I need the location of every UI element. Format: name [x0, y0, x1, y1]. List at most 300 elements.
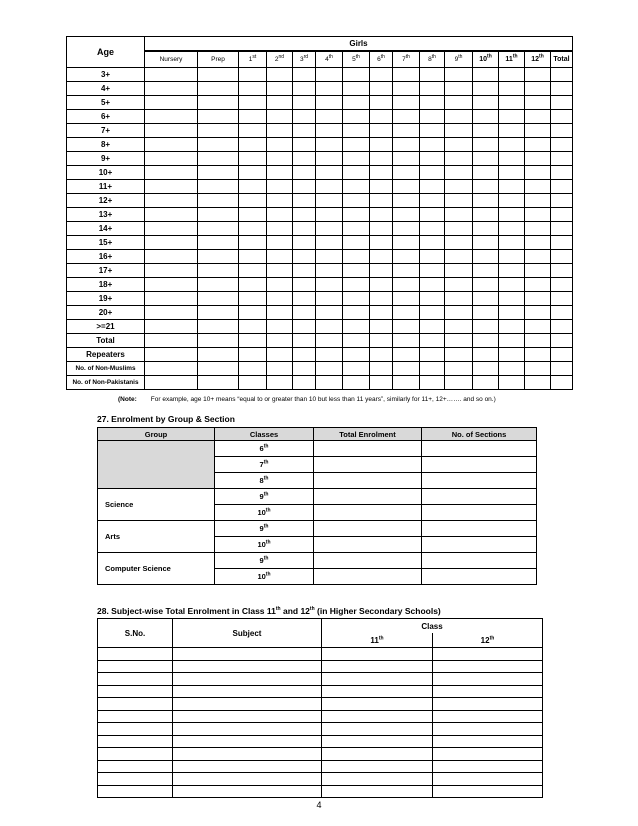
entry-cell[interactable]: [343, 82, 370, 96]
entry-cell[interactable]: [198, 194, 239, 208]
entry-cell[interactable]: [316, 362, 343, 376]
entry-cell[interactable]: [551, 236, 573, 250]
entry-cell[interactable]: [473, 68, 499, 82]
entry-cell[interactable]: [473, 376, 499, 390]
entry-cell[interactable]: [322, 748, 433, 761]
entry-cell[interactable]: [98, 710, 173, 723]
entry-cell[interactable]: [173, 723, 322, 736]
entry-cell[interactable]: [420, 362, 445, 376]
entry-cell[interactable]: [198, 208, 239, 222]
entry-cell[interactable]: [198, 166, 239, 180]
entry-cell[interactable]: [316, 250, 343, 264]
entry-cell[interactable]: [433, 748, 543, 761]
entry-cell[interactable]: [445, 96, 473, 110]
total-enrolment-cell[interactable]: [314, 569, 422, 585]
entry-cell[interactable]: [525, 320, 551, 334]
entry-cell[interactable]: [293, 96, 316, 110]
entry-cell[interactable]: [499, 152, 525, 166]
entry-cell[interactable]: [551, 320, 573, 334]
entry-cell[interactable]: [343, 152, 370, 166]
entry-cell[interactable]: [343, 320, 370, 334]
entry-cell[interactable]: [239, 306, 267, 320]
entry-cell[interactable]: [316, 194, 343, 208]
entry-cell[interactable]: [551, 194, 573, 208]
entry-cell[interactable]: [316, 68, 343, 82]
entry-cell[interactable]: [343, 306, 370, 320]
entry-cell[interactable]: [433, 710, 543, 723]
entry-cell[interactable]: [343, 264, 370, 278]
entry-cell[interactable]: [551, 82, 573, 96]
entry-cell[interactable]: [316, 166, 343, 180]
entry-cell[interactable]: [499, 222, 525, 236]
entry-cell[interactable]: [343, 124, 370, 138]
entry-cell[interactable]: [445, 376, 473, 390]
entry-cell[interactable]: [525, 124, 551, 138]
entry-cell[interactable]: [445, 166, 473, 180]
entry-cell[interactable]: [145, 236, 198, 250]
entry-cell[interactable]: [293, 362, 316, 376]
entry-cell[interactable]: [239, 278, 267, 292]
entry-cell[interactable]: [198, 306, 239, 320]
entry-cell[interactable]: [343, 208, 370, 222]
entry-cell[interactable]: [198, 124, 239, 138]
entry-cell[interactable]: [343, 96, 370, 110]
entry-cell[interactable]: [551, 208, 573, 222]
entry-cell[interactable]: [551, 334, 573, 348]
entry-cell[interactable]: [343, 166, 370, 180]
entry-cell[interactable]: [198, 180, 239, 194]
entry-cell[interactable]: [370, 208, 393, 222]
entry-cell[interactable]: [98, 723, 173, 736]
entry-cell[interactable]: [239, 320, 267, 334]
entry-cell[interactable]: [267, 376, 293, 390]
entry-cell[interactable]: [551, 124, 573, 138]
entry-cell[interactable]: [173, 748, 322, 761]
entry-cell[interactable]: [393, 222, 420, 236]
entry-cell[interactable]: [267, 334, 293, 348]
entry-cell[interactable]: [145, 124, 198, 138]
entry-cell[interactable]: [499, 278, 525, 292]
entry-cell[interactable]: [343, 68, 370, 82]
entry-cell[interactable]: [267, 152, 293, 166]
entry-cell[interactable]: [98, 760, 173, 773]
entry-cell[interactable]: [525, 194, 551, 208]
entry-cell[interactable]: [525, 292, 551, 306]
total-enrolment-cell[interactable]: [314, 505, 422, 521]
entry-cell[interactable]: [145, 68, 198, 82]
entry-cell[interactable]: [145, 348, 198, 362]
entry-cell[interactable]: [173, 710, 322, 723]
entry-cell[interactable]: [445, 124, 473, 138]
entry-cell[interactable]: [525, 348, 551, 362]
entry-cell[interactable]: [145, 320, 198, 334]
entry-cell[interactable]: [267, 110, 293, 124]
entry-cell[interactable]: [145, 82, 198, 96]
entry-cell[interactable]: [322, 685, 433, 698]
entry-cell[interactable]: [316, 278, 343, 292]
entry-cell[interactable]: [173, 673, 322, 686]
entry-cell[interactable]: [370, 264, 393, 278]
entry-cell[interactable]: [239, 264, 267, 278]
entry-cell[interactable]: [198, 222, 239, 236]
entry-cell[interactable]: [267, 124, 293, 138]
entry-cell[interactable]: [370, 82, 393, 96]
entry-cell[interactable]: [198, 110, 239, 124]
entry-cell[interactable]: [393, 306, 420, 320]
entry-cell[interactable]: [267, 166, 293, 180]
entry-cell[interactable]: [433, 648, 543, 661]
entry-cell[interactable]: [173, 648, 322, 661]
entry-cell[interactable]: [420, 292, 445, 306]
entry-cell[interactable]: [393, 152, 420, 166]
entry-cell[interactable]: [98, 660, 173, 673]
entry-cell[interactable]: [420, 82, 445, 96]
total-enrolment-cell[interactable]: [314, 537, 422, 553]
sections-cell[interactable]: [422, 505, 537, 521]
entry-cell[interactable]: [445, 152, 473, 166]
entry-cell[interactable]: [198, 236, 239, 250]
entry-cell[interactable]: [393, 110, 420, 124]
entry-cell[interactable]: [445, 292, 473, 306]
entry-cell[interactable]: [420, 208, 445, 222]
entry-cell[interactable]: [98, 785, 173, 798]
entry-cell[interactable]: [267, 68, 293, 82]
entry-cell[interactable]: [499, 264, 525, 278]
entry-cell[interactable]: [499, 96, 525, 110]
entry-cell[interactable]: [98, 735, 173, 748]
entry-cell[interactable]: [343, 334, 370, 348]
entry-cell[interactable]: [499, 180, 525, 194]
entry-cell[interactable]: [173, 760, 322, 773]
entry-cell[interactable]: [293, 166, 316, 180]
entry-cell[interactable]: [198, 334, 239, 348]
entry-cell[interactable]: [343, 348, 370, 362]
entry-cell[interactable]: [433, 673, 543, 686]
entry-cell[interactable]: [393, 264, 420, 278]
entry-cell[interactable]: [420, 376, 445, 390]
entry-cell[interactable]: [525, 166, 551, 180]
entry-cell[interactable]: [198, 96, 239, 110]
entry-cell[interactable]: [316, 152, 343, 166]
entry-cell[interactable]: [293, 124, 316, 138]
entry-cell[interactable]: [370, 166, 393, 180]
entry-cell[interactable]: [239, 96, 267, 110]
entry-cell[interactable]: [293, 292, 316, 306]
entry-cell[interactable]: [239, 208, 267, 222]
entry-cell[interactable]: [473, 166, 499, 180]
entry-cell[interactable]: [316, 138, 343, 152]
entry-cell[interactable]: [370, 180, 393, 194]
entry-cell[interactable]: [499, 376, 525, 390]
entry-cell[interactable]: [198, 152, 239, 166]
entry-cell[interactable]: [420, 236, 445, 250]
entry-cell[interactable]: [433, 660, 543, 673]
entry-cell[interactable]: [393, 180, 420, 194]
entry-cell[interactable]: [420, 264, 445, 278]
entry-cell[interactable]: [370, 138, 393, 152]
entry-cell[interactable]: [239, 82, 267, 96]
entry-cell[interactable]: [473, 306, 499, 320]
entry-cell[interactable]: [393, 166, 420, 180]
entry-cell[interactable]: [525, 278, 551, 292]
entry-cell[interactable]: [445, 348, 473, 362]
entry-cell[interactable]: [499, 124, 525, 138]
entry-cell[interactable]: [239, 334, 267, 348]
entry-cell[interactable]: [316, 306, 343, 320]
entry-cell[interactable]: [499, 250, 525, 264]
sections-cell[interactable]: [422, 457, 537, 473]
entry-cell[interactable]: [239, 110, 267, 124]
entry-cell[interactable]: [343, 138, 370, 152]
entry-cell[interactable]: [239, 152, 267, 166]
entry-cell[interactable]: [445, 306, 473, 320]
entry-cell[interactable]: [433, 698, 543, 711]
entry-cell[interactable]: [370, 376, 393, 390]
entry-cell[interactable]: [343, 376, 370, 390]
entry-cell[interactable]: [525, 250, 551, 264]
entry-cell[interactable]: [267, 96, 293, 110]
entry-cell[interactable]: [393, 68, 420, 82]
entry-cell[interactable]: [198, 250, 239, 264]
entry-cell[interactable]: [239, 138, 267, 152]
entry-cell[interactable]: [499, 68, 525, 82]
entry-cell[interactable]: [420, 348, 445, 362]
entry-cell[interactable]: [525, 152, 551, 166]
entry-cell[interactable]: [420, 180, 445, 194]
entry-cell[interactable]: [316, 110, 343, 124]
sections-cell[interactable]: [422, 553, 537, 569]
entry-cell[interactable]: [145, 292, 198, 306]
entry-cell[interactable]: [316, 222, 343, 236]
entry-cell[interactable]: [267, 250, 293, 264]
entry-cell[interactable]: [499, 292, 525, 306]
entry-cell[interactable]: [239, 68, 267, 82]
sections-cell[interactable]: [422, 441, 537, 457]
entry-cell[interactable]: [316, 320, 343, 334]
total-enrolment-cell[interactable]: [314, 489, 422, 505]
entry-cell[interactable]: [239, 376, 267, 390]
entry-cell[interactable]: [293, 208, 316, 222]
entry-cell[interactable]: [293, 152, 316, 166]
entry-cell[interactable]: [145, 222, 198, 236]
entry-cell[interactable]: [393, 236, 420, 250]
entry-cell[interactable]: [198, 264, 239, 278]
entry-cell[interactable]: [293, 222, 316, 236]
entry-cell[interactable]: [370, 236, 393, 250]
entry-cell[interactable]: [551, 96, 573, 110]
entry-cell[interactable]: [525, 306, 551, 320]
entry-cell[interactable]: [393, 348, 420, 362]
entry-cell[interactable]: [293, 194, 316, 208]
entry-cell[interactable]: [267, 348, 293, 362]
entry-cell[interactable]: [499, 208, 525, 222]
entry-cell[interactable]: [293, 320, 316, 334]
entry-cell[interactable]: [198, 348, 239, 362]
total-enrolment-cell[interactable]: [314, 441, 422, 457]
entry-cell[interactable]: [145, 208, 198, 222]
entry-cell[interactable]: [445, 334, 473, 348]
entry-cell[interactable]: [267, 320, 293, 334]
entry-cell[interactable]: [551, 166, 573, 180]
entry-cell[interactable]: [293, 250, 316, 264]
entry-cell[interactable]: [145, 152, 198, 166]
entry-cell[interactable]: [473, 362, 499, 376]
entry-cell[interactable]: [343, 362, 370, 376]
entry-cell[interactable]: [198, 320, 239, 334]
entry-cell[interactable]: [473, 138, 499, 152]
entry-cell[interactable]: [343, 250, 370, 264]
entry-cell[interactable]: [393, 96, 420, 110]
entry-cell[interactable]: [173, 785, 322, 798]
entry-cell[interactable]: [239, 362, 267, 376]
entry-cell[interactable]: [343, 236, 370, 250]
entry-cell[interactable]: [316, 334, 343, 348]
entry-cell[interactable]: [173, 698, 322, 711]
entry-cell[interactable]: [370, 68, 393, 82]
entry-cell[interactable]: [551, 278, 573, 292]
entry-cell[interactable]: [420, 124, 445, 138]
entry-cell[interactable]: [433, 773, 543, 786]
entry-cell[interactable]: [473, 264, 499, 278]
entry-cell[interactable]: [239, 166, 267, 180]
entry-cell[interactable]: [551, 264, 573, 278]
total-enrolment-cell[interactable]: [314, 457, 422, 473]
entry-cell[interactable]: [499, 236, 525, 250]
entry-cell[interactable]: [473, 222, 499, 236]
entry-cell[interactable]: [145, 110, 198, 124]
entry-cell[interactable]: [393, 292, 420, 306]
entry-cell[interactable]: [473, 82, 499, 96]
entry-cell[interactable]: [239, 180, 267, 194]
entry-cell[interactable]: [445, 320, 473, 334]
entry-cell[interactable]: [239, 236, 267, 250]
entry-cell[interactable]: [420, 306, 445, 320]
entry-cell[interactable]: [267, 208, 293, 222]
entry-cell[interactable]: [267, 180, 293, 194]
entry-cell[interactable]: [473, 278, 499, 292]
entry-cell[interactable]: [393, 362, 420, 376]
entry-cell[interactable]: [239, 222, 267, 236]
entry-cell[interactable]: [445, 236, 473, 250]
entry-cell[interactable]: [393, 194, 420, 208]
entry-cell[interactable]: [499, 362, 525, 376]
entry-cell[interactable]: [173, 773, 322, 786]
entry-cell[interactable]: [267, 194, 293, 208]
entry-cell[interactable]: [267, 278, 293, 292]
entry-cell[interactable]: [420, 194, 445, 208]
entry-cell[interactable]: [316, 180, 343, 194]
entry-cell[interactable]: [393, 320, 420, 334]
entry-cell[interactable]: [473, 348, 499, 362]
entry-cell[interactable]: [445, 110, 473, 124]
entry-cell[interactable]: [370, 278, 393, 292]
entry-cell[interactable]: [370, 334, 393, 348]
entry-cell[interactable]: [393, 334, 420, 348]
entry-cell[interactable]: [420, 320, 445, 334]
entry-cell[interactable]: [322, 673, 433, 686]
entry-cell[interactable]: [145, 362, 198, 376]
entry-cell[interactable]: [316, 292, 343, 306]
entry-cell[interactable]: [322, 773, 433, 786]
entry-cell[interactable]: [293, 68, 316, 82]
entry-cell[interactable]: [370, 152, 393, 166]
entry-cell[interactable]: [173, 685, 322, 698]
entry-cell[interactable]: [420, 278, 445, 292]
entry-cell[interactable]: [551, 138, 573, 152]
entry-cell[interactable]: [420, 68, 445, 82]
entry-cell[interactable]: [198, 376, 239, 390]
entry-cell[interactable]: [525, 236, 551, 250]
entry-cell[interactable]: [173, 735, 322, 748]
entry-cell[interactable]: [145, 376, 198, 390]
entry-cell[interactable]: [370, 292, 393, 306]
entry-cell[interactable]: [145, 250, 198, 264]
entry-cell[interactable]: [370, 306, 393, 320]
entry-cell[interactable]: [445, 222, 473, 236]
entry-cell[interactable]: [267, 362, 293, 376]
entry-cell[interactable]: [445, 208, 473, 222]
entry-cell[interactable]: [198, 138, 239, 152]
entry-cell[interactable]: [445, 250, 473, 264]
entry-cell[interactable]: [445, 264, 473, 278]
entry-cell[interactable]: [525, 110, 551, 124]
entry-cell[interactable]: [393, 376, 420, 390]
entry-cell[interactable]: [473, 96, 499, 110]
entry-cell[interactable]: [393, 82, 420, 96]
entry-cell[interactable]: [393, 278, 420, 292]
entry-cell[interactable]: [445, 180, 473, 194]
entry-cell[interactable]: [293, 334, 316, 348]
entry-cell[interactable]: [433, 723, 543, 736]
entry-cell[interactable]: [370, 348, 393, 362]
entry-cell[interactable]: [420, 250, 445, 264]
entry-cell[interactable]: [145, 334, 198, 348]
entry-cell[interactable]: [420, 222, 445, 236]
entry-cell[interactable]: [267, 222, 293, 236]
entry-cell[interactable]: [370, 124, 393, 138]
entry-cell[interactable]: [393, 124, 420, 138]
entry-cell[interactable]: [525, 82, 551, 96]
entry-cell[interactable]: [473, 292, 499, 306]
entry-cell[interactable]: [420, 166, 445, 180]
entry-cell[interactable]: [322, 785, 433, 798]
entry-cell[interactable]: [293, 138, 316, 152]
entry-cell[interactable]: [525, 180, 551, 194]
entry-cell[interactable]: [316, 82, 343, 96]
entry-cell[interactable]: [551, 348, 573, 362]
entry-cell[interactable]: [98, 773, 173, 786]
entry-cell[interactable]: [322, 710, 433, 723]
entry-cell[interactable]: [267, 236, 293, 250]
entry-cell[interactable]: [433, 785, 543, 798]
entry-cell[interactable]: [198, 362, 239, 376]
entry-cell[interactable]: [420, 138, 445, 152]
entry-cell[interactable]: [293, 264, 316, 278]
entry-cell[interactable]: [445, 138, 473, 152]
entry-cell[interactable]: [316, 236, 343, 250]
entry-cell[interactable]: [445, 68, 473, 82]
entry-cell[interactable]: [293, 110, 316, 124]
entry-cell[interactable]: [473, 124, 499, 138]
entry-cell[interactable]: [198, 292, 239, 306]
entry-cell[interactable]: [343, 194, 370, 208]
entry-cell[interactable]: [343, 110, 370, 124]
entry-cell[interactable]: [98, 748, 173, 761]
entry-cell[interactable]: [239, 124, 267, 138]
entry-cell[interactable]: [473, 152, 499, 166]
entry-cell[interactable]: [293, 376, 316, 390]
entry-cell[interactable]: [525, 96, 551, 110]
